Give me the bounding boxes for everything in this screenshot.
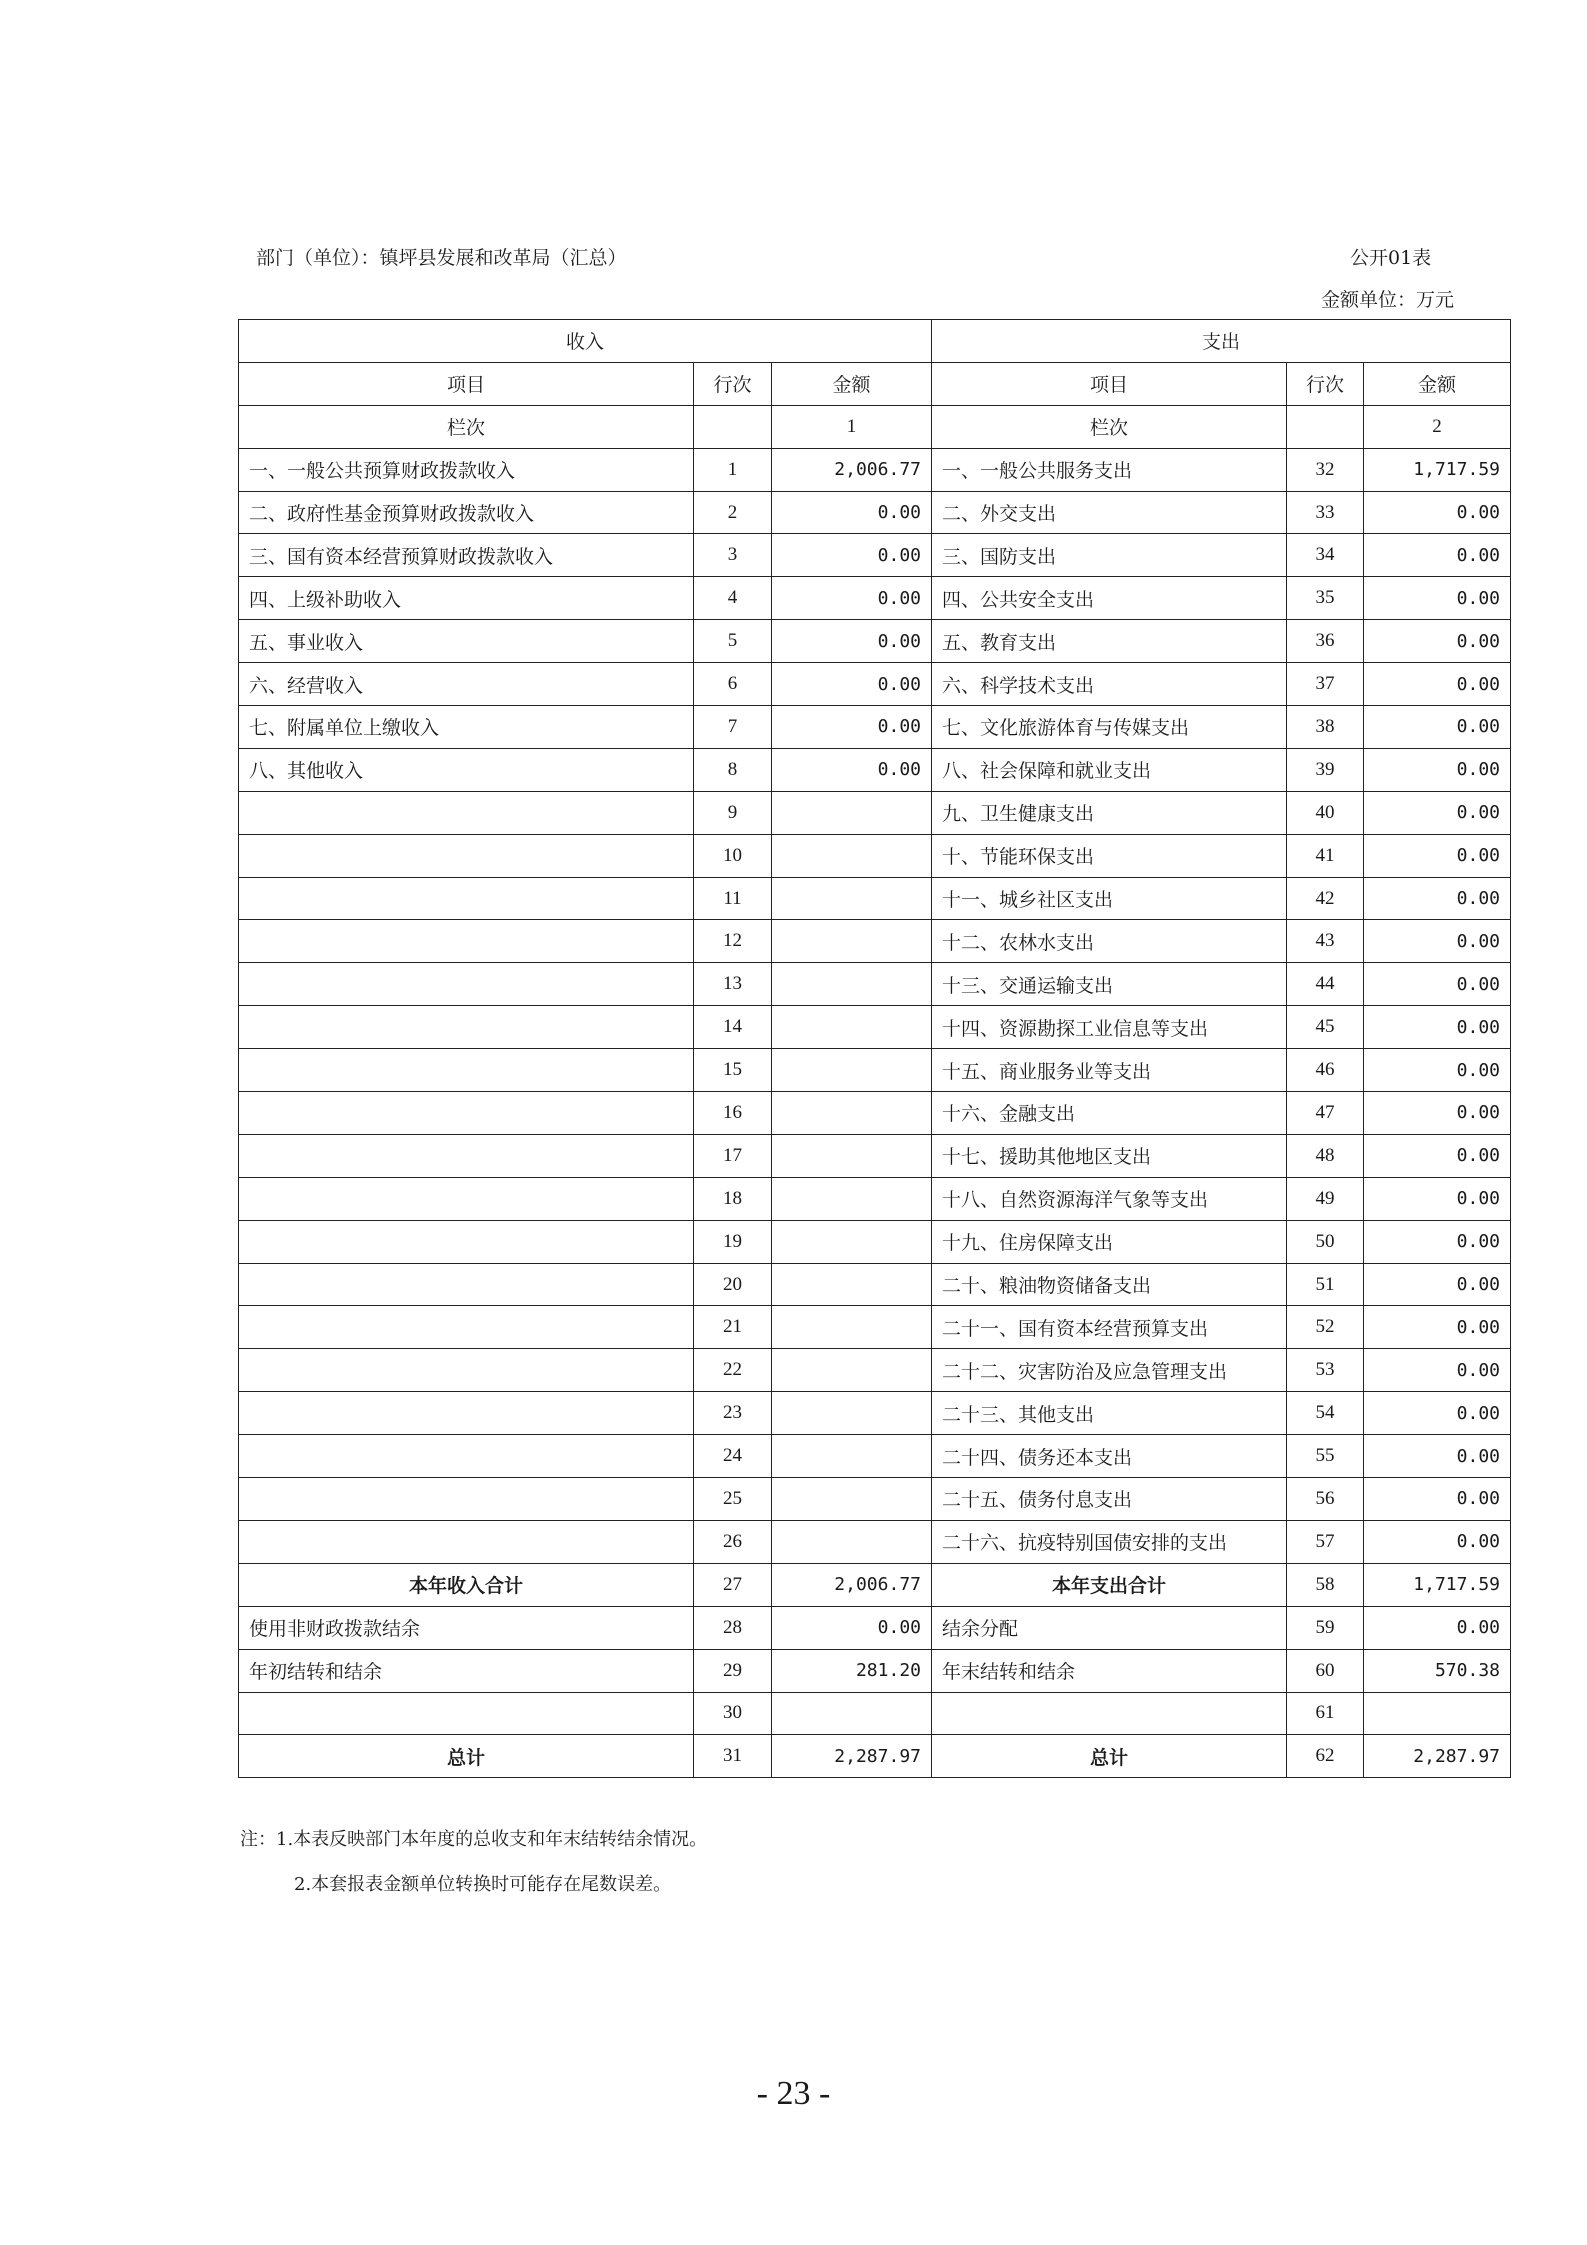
income-line-no: 17	[694, 1134, 772, 1177]
income-amount	[772, 1092, 932, 1135]
table-row	[239, 1349, 1511, 1392]
expense-item: 十二、农林水支出	[932, 920, 1287, 963]
income-expense-table	[238, 319, 1511, 1778]
expense-amount: 1,717.59	[1364, 448, 1511, 491]
income-column-label: 栏次	[239, 405, 694, 448]
expense-line-no: 35	[1287, 577, 1364, 620]
expense-line-no: 46	[1287, 1049, 1364, 1092]
expense-amount: 0.00	[1364, 663, 1511, 706]
expense-item: 十六、金融支出	[932, 1092, 1287, 1135]
expense-amount: 0.00	[1364, 920, 1511, 963]
expense-item: 二十六、抗疫特别国债安排的支出	[932, 1520, 1287, 1563]
income-amount	[772, 1006, 932, 1049]
income-amount	[772, 1349, 932, 1392]
income-line-no: 1	[694, 448, 772, 491]
expense-line-no: 38	[1287, 706, 1364, 749]
expense-column-label: 栏次	[932, 405, 1287, 448]
income-item: 五、事业收入	[239, 620, 694, 663]
expense-amount: 1,717.59	[1364, 1563, 1511, 1606]
expense-item: 三、国防支出	[932, 534, 1287, 577]
expense-line-no: 62	[1287, 1735, 1364, 1778]
table-row	[239, 448, 1511, 491]
expense-amount: 0.00	[1364, 791, 1511, 834]
income-item	[239, 1349, 694, 1392]
income-line-no: 23	[694, 1392, 772, 1435]
income-item	[239, 1520, 694, 1563]
expense-line-no: 59	[1287, 1606, 1364, 1649]
expense-amount: 0.00	[1364, 577, 1511, 620]
income-item	[239, 1177, 694, 1220]
expense-amount-header: 金额	[1364, 362, 1511, 405]
income-amount	[772, 1177, 932, 1220]
income-amount	[772, 1263, 932, 1306]
income-line-no: 25	[694, 1478, 772, 1521]
income-item: 二、政府性基金预算财政拨款收入	[239, 491, 694, 534]
expense-amount: 0.00	[1364, 1520, 1511, 1563]
table-row	[239, 1220, 1511, 1263]
income-amount: 0.00	[772, 748, 932, 791]
income-item: 一、一般公共预算财政拨款收入	[239, 448, 694, 491]
income-line-no: 6	[694, 663, 772, 706]
expense-line-no: 32	[1287, 448, 1364, 491]
table-row	[239, 1092, 1511, 1135]
income-line-no: 12	[694, 920, 772, 963]
income-amount	[772, 1134, 932, 1177]
expense-line-no: 42	[1287, 877, 1364, 920]
income-item	[239, 1092, 694, 1135]
table-row	[239, 877, 1511, 920]
empty-cell	[694, 405, 772, 448]
expense-line-no: 41	[1287, 834, 1364, 877]
expense-amount: 0.00	[1364, 491, 1511, 534]
income-amount	[772, 1049, 932, 1092]
page-number: - 23 -	[756, 2075, 831, 2112]
income-amount	[772, 877, 932, 920]
expense-amount: 0.00	[1364, 963, 1511, 1006]
table-row	[239, 1006, 1511, 1049]
expense-item: 十三、交通运输支出	[932, 963, 1287, 1006]
income-amount: 0.00	[772, 620, 932, 663]
income-line-no: 15	[694, 1049, 772, 1092]
income-item	[239, 1049, 694, 1092]
expense-line-header: 行次	[1287, 362, 1364, 405]
income-amount	[772, 1692, 932, 1735]
expense-item-header: 项目	[932, 362, 1287, 405]
expense-amount: 0.00	[1364, 748, 1511, 791]
expense-column-number: 2	[1364, 405, 1511, 448]
note-1: 注：1.本表反映部门本年度的总收支和年末结转结余情况。	[240, 1829, 708, 1850]
expense-amount: 0.00	[1364, 534, 1511, 577]
expense-line-no: 58	[1287, 1563, 1364, 1606]
expense-amount: 0.00	[1364, 834, 1511, 877]
table-row	[239, 1478, 1511, 1521]
column-header-row	[239, 362, 1511, 405]
income-line-no: 2	[694, 491, 772, 534]
expense-item: 二十一、国有资本经营预算支出	[932, 1306, 1287, 1349]
income-line-no: 27	[694, 1563, 772, 1606]
income-line-no: 9	[694, 791, 772, 834]
expense-item: 十四、资源勘探工业信息等支出	[932, 1006, 1287, 1049]
income-amount	[772, 1306, 932, 1349]
expense-item: 十、节能环保支出	[932, 834, 1287, 877]
expense-amount: 0.00	[1364, 1435, 1511, 1478]
expense-line-no: 52	[1287, 1306, 1364, 1349]
section-header-row	[239, 320, 1511, 363]
income-item: 年初结转和结余	[239, 1649, 694, 1692]
income-amount: 0.00	[772, 534, 932, 577]
expense-item: 九、卫生健康支出	[932, 791, 1287, 834]
expense-amount: 0.00	[1364, 1177, 1511, 1220]
income-item: 总计	[239, 1735, 694, 1778]
expense-amount: 0.00	[1364, 1349, 1511, 1392]
income-amount: 2,287.97	[772, 1735, 932, 1778]
expense-amount: 0.00	[1364, 1478, 1511, 1521]
income-item	[239, 834, 694, 877]
expense-line-no: 61	[1287, 1692, 1364, 1735]
income-line-no: 30	[694, 1692, 772, 1735]
income-line-no: 14	[694, 1006, 772, 1049]
table-row	[239, 1692, 1511, 1735]
table-row	[239, 1134, 1511, 1177]
table-row	[239, 1520, 1511, 1563]
income-item	[239, 1478, 694, 1521]
income-line-no: 4	[694, 577, 772, 620]
table-row	[239, 663, 1511, 706]
expense-item: 六、科学技术支出	[932, 663, 1287, 706]
expense-item: 二十二、灾害防治及应急管理支出	[932, 1349, 1287, 1392]
income-amount: 0.00	[772, 1606, 932, 1649]
expense-amount: 2,287.97	[1364, 1735, 1511, 1778]
income-item	[239, 1006, 694, 1049]
expense-line-no: 36	[1287, 620, 1364, 663]
department-label: 部门（单位）：镇坪县发展和改革局（汇总）	[256, 247, 627, 269]
expense-item: 五、教育支出	[932, 620, 1287, 663]
table-number: 公开01表	[1350, 247, 1432, 269]
income-item	[239, 1435, 694, 1478]
expense-item: 总计	[932, 1735, 1287, 1778]
expense-amount: 0.00	[1364, 1049, 1511, 1092]
income-line-no: 24	[694, 1435, 772, 1478]
income-amount: 0.00	[772, 491, 932, 534]
income-amount: 2,006.77	[772, 1563, 932, 1606]
income-line-no: 10	[694, 834, 772, 877]
expense-item: 十八、自然资源海洋气象等支出	[932, 1177, 1287, 1220]
expense-amount: 0.00	[1364, 1134, 1511, 1177]
expense-line-no: 45	[1287, 1006, 1364, 1049]
expense-item: 一、一般公共服务支出	[932, 448, 1287, 491]
expense-line-no: 34	[1287, 534, 1364, 577]
expense-item: 四、公共安全支出	[932, 577, 1287, 620]
income-amount: 281.20	[772, 1649, 932, 1692]
income-item: 三、国有资本经营预算财政拨款收入	[239, 534, 694, 577]
expense-section-header: 支出	[932, 320, 1511, 363]
expense-amount: 0.00	[1364, 620, 1511, 663]
table-row	[239, 1392, 1511, 1435]
expense-item: 二十、粮油物资储备支出	[932, 1263, 1287, 1306]
expense-line-no: 51	[1287, 1263, 1364, 1306]
income-line-no: 5	[694, 620, 772, 663]
expense-line-no: 43	[1287, 920, 1364, 963]
expense-line-no: 54	[1287, 1392, 1364, 1435]
income-item: 四、上级补助收入	[239, 577, 694, 620]
expense-item: 十七、援助其他地区支出	[932, 1134, 1287, 1177]
expense-item: 结余分配	[932, 1606, 1287, 1649]
table-row	[239, 920, 1511, 963]
expense-item: 七、文化旅游体育与传媒支出	[932, 706, 1287, 749]
income-line-no: 29	[694, 1649, 772, 1692]
expense-line-no: 37	[1287, 663, 1364, 706]
table-row	[239, 577, 1511, 620]
expense-item: 二十五、债务付息支出	[932, 1478, 1287, 1521]
table-row	[239, 791, 1511, 834]
expense-amount: 0.00	[1364, 1392, 1511, 1435]
income-line-no: 8	[694, 748, 772, 791]
income-amount	[772, 963, 932, 1006]
expense-item	[932, 1692, 1287, 1735]
income-line-no: 3	[694, 534, 772, 577]
income-amount: 0.00	[772, 663, 932, 706]
note-2: 2.本套报表金额单位转换时可能存在尾数误差。	[294, 1874, 672, 1895]
expense-item: 二十三、其他支出	[932, 1392, 1287, 1435]
expense-item: 十九、住房保障支出	[932, 1220, 1287, 1263]
income-section-header: 收入	[239, 320, 932, 363]
table-row	[239, 1306, 1511, 1349]
expense-line-no: 57	[1287, 1520, 1364, 1563]
income-line-no: 7	[694, 706, 772, 749]
income-item: 八、其他收入	[239, 748, 694, 791]
table-row	[239, 1649, 1511, 1692]
table-row	[239, 534, 1511, 577]
expense-amount: 0.00	[1364, 877, 1511, 920]
expense-line-no: 50	[1287, 1220, 1364, 1263]
income-amount	[772, 791, 932, 834]
income-amount	[772, 1435, 932, 1478]
expense-line-no: 49	[1287, 1177, 1364, 1220]
income-item: 七、附属单位上缴收入	[239, 706, 694, 749]
table-row	[239, 1435, 1511, 1478]
income-line-no: 13	[694, 963, 772, 1006]
expense-amount: 0.00	[1364, 1092, 1511, 1135]
income-amount	[772, 920, 932, 963]
income-line-no: 31	[694, 1735, 772, 1778]
expense-line-no: 44	[1287, 963, 1364, 1006]
expense-amount: 0.00	[1364, 1606, 1511, 1649]
income-item	[239, 1263, 694, 1306]
income-item	[239, 1306, 694, 1349]
income-item	[239, 791, 694, 834]
expense-item: 八、社会保障和就业支出	[932, 748, 1287, 791]
expense-line-no: 40	[1287, 791, 1364, 834]
income-line-no: 22	[694, 1349, 772, 1392]
expense-line-no: 55	[1287, 1435, 1364, 1478]
expense-amount	[1364, 1692, 1511, 1735]
expense-item: 十五、商业服务业等支出	[932, 1049, 1287, 1092]
income-amount-header: 金额	[772, 362, 932, 405]
table-row	[239, 706, 1511, 749]
total-row	[239, 1735, 1511, 1778]
table-row	[239, 963, 1511, 1006]
income-amount: 2,006.77	[772, 448, 932, 491]
table-row	[239, 1606, 1511, 1649]
income-item	[239, 1220, 694, 1263]
table-row	[239, 834, 1511, 877]
expense-line-no: 60	[1287, 1649, 1364, 1692]
empty-cell	[1287, 405, 1364, 448]
income-amount	[772, 834, 932, 877]
table-row	[239, 491, 1511, 534]
income-column-number: 1	[772, 405, 932, 448]
amount-unit: 金额单位：万元	[1321, 289, 1455, 311]
income-item-header: 项目	[239, 362, 694, 405]
income-item	[239, 920, 694, 963]
expense-item: 二十四、债务还本支出	[932, 1435, 1287, 1478]
expense-line-no: 48	[1287, 1134, 1364, 1177]
income-item: 六、经营收入	[239, 663, 694, 706]
expense-amount: 0.00	[1364, 706, 1511, 749]
table-row	[239, 1177, 1511, 1220]
expense-line-no: 47	[1287, 1092, 1364, 1135]
income-line-no: 11	[694, 877, 772, 920]
expense-amount: 0.00	[1364, 1006, 1511, 1049]
income-line-header: 行次	[694, 362, 772, 405]
income-item	[239, 963, 694, 1006]
expense-item: 本年支出合计	[932, 1563, 1287, 1606]
income-line-no: 18	[694, 1177, 772, 1220]
expense-amount: 0.00	[1364, 1263, 1511, 1306]
income-item	[239, 1392, 694, 1435]
expense-amount: 570.38	[1364, 1649, 1511, 1692]
expense-line-no: 56	[1287, 1478, 1364, 1521]
expense-item: 年末结转和结余	[932, 1649, 1287, 1692]
expense-line-no: 33	[1287, 491, 1364, 534]
income-amount	[772, 1392, 932, 1435]
income-item: 本年收入合计	[239, 1563, 694, 1606]
expense-line-no: 53	[1287, 1349, 1364, 1392]
income-line-no: 19	[694, 1220, 772, 1263]
table-row	[239, 1263, 1511, 1306]
income-item: 使用非财政拨款结余	[239, 1606, 694, 1649]
expense-item: 十一、城乡社区支出	[932, 877, 1287, 920]
income-item	[239, 1134, 694, 1177]
income-line-no: 21	[694, 1306, 772, 1349]
income-line-no: 28	[694, 1606, 772, 1649]
income-line-no: 20	[694, 1263, 772, 1306]
income-amount: 0.00	[772, 706, 932, 749]
subtotal-row	[239, 1563, 1511, 1606]
expense-amount: 0.00	[1364, 1220, 1511, 1263]
income-item	[239, 1692, 694, 1735]
income-item	[239, 877, 694, 920]
income-amount	[772, 1520, 932, 1563]
income-amount	[772, 1220, 932, 1263]
income-amount: 0.00	[772, 577, 932, 620]
income-amount	[772, 1478, 932, 1521]
expense-amount: 0.00	[1364, 1306, 1511, 1349]
table-row	[239, 620, 1511, 663]
column-label-row	[239, 405, 1511, 448]
income-line-no: 16	[694, 1092, 772, 1135]
expense-item: 二、外交支出	[932, 491, 1287, 534]
table-row	[239, 1049, 1511, 1092]
income-line-no: 26	[694, 1520, 772, 1563]
table-row	[239, 748, 1511, 791]
expense-line-no: 39	[1287, 748, 1364, 791]
